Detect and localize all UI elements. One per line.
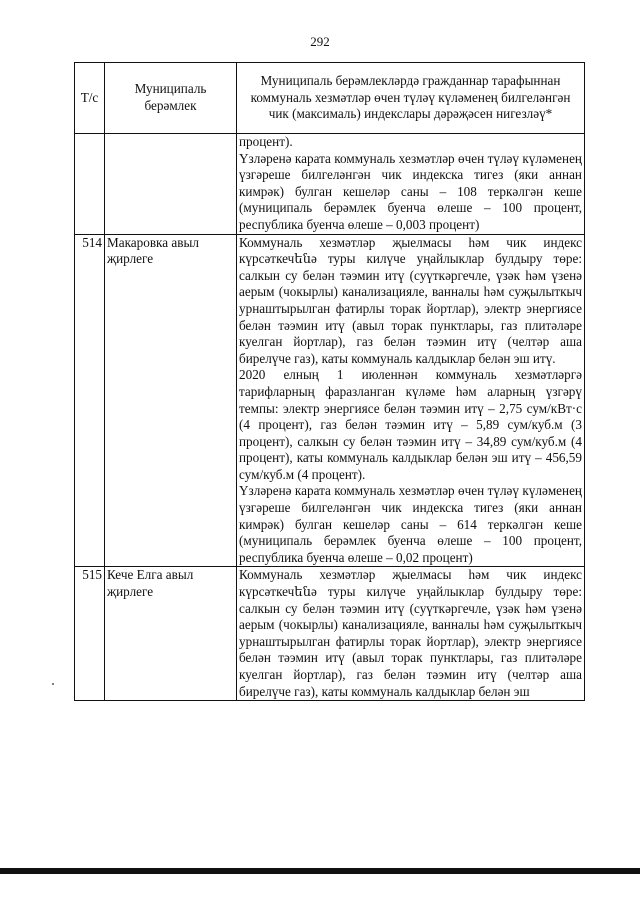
page-number: 292: [310, 34, 330, 49]
tariff-index-table: [74, 62, 585, 701]
row-municipality: Макаровка авыл җирлеге: [105, 234, 237, 567]
table-header-row: [75, 63, 585, 134]
header-description: Муниципаль берәмлекләрдә гражданнар тарафыннан коммуналь хезмәтләр өчен түләү күләменең билгеләнгән чик (максималь) индекслары дәрәҗәсен нигезләү*: [237, 63, 585, 134]
table-row: [75, 234, 585, 567]
row-paragraph: процент).: [239, 134, 293, 149]
header-municipality: Муниципаль берәмлек: [105, 63, 237, 134]
row-paragraph: Үзләренә карата коммуналь хезмәтләр өчен түләү күләменең үзгәреше билгеләнгән чик индекска тигез (яки аннан кимрәк) булган кешеләр саны – 614 теркәлгән кеше (муниципаль берәмлек буенча өлеше – 100 процент, республика буенча өлеше – 0,02 процент): [239, 483, 582, 565]
row-municipality: [105, 134, 237, 235]
row-description: [237, 567, 585, 701]
row-number: 515: [75, 567, 105, 701]
row-number: [75, 134, 105, 235]
row-paragraph: Коммуналь хезмәтләр җыелмасы һәм чик индекс күрсәткечենә туры килүче уңайлыклар булдыру төре: салкын су белән тәэмин итү (суүткәргечле, үзәк һәм үзенә аерым (чокырлы) канализацияле, ванналы һәм суҗылыткыч урнаштырылган фатирлы торак йортлар), электр энергиясе белән тәэмин итү (авыл торак пунктлары, газ плитәләре куелган йортлар), газ белән тәэмин итү (челтәр аша бирелүче газ), каты коммуналь калдыклар белән эш итү.: [239, 234, 582, 366]
row-number: 514: [75, 234, 105, 567]
scan-bottom-edge: [0, 868, 640, 874]
row-municipality: Кече Елга авыл җирлеге: [105, 567, 237, 701]
scan-speck: [52, 683, 54, 685]
table-row: [75, 567, 585, 701]
header-number: Т/с: [75, 63, 105, 134]
row-paragraph: Коммуналь хезмәтләр җыелмасы һәм чик индекс күрсәткечենә туры килүче уңайлыклар булдыру төре: салкын су белән тәэмин итү (суүткәргечле, үзәк һәм үзенә аерым (чокырлы) канализацияле, ванналы һәм суҗылыткыч урнаштырылган фатирлы торак йортлар), электр энергиясе белән тәэмин итү (авыл торак пунктлары, газ плитәләре куелган йортлар), газ белән тәэмин итү (челтәр аша бирелүче газ), каты коммуналь калдыклар белән эш: [239, 567, 582, 699]
row-description: [237, 134, 585, 235]
row-paragraph: 2020 елның 1 июленнән коммуналь хезмәтләргә тарифларның фаразланган күләме һәм аларның үзгәрү темпы: электр энергиясе белән тәэмин итү – 2,75 сум/кВт·с (4 процент), газ белән тәэмин итү – 5,89 сум/куб.м (3 процент), салкын су белән тәэмин итү – 34,89 сум/куб.м (4 процент), каты коммуналь калдыклар белән эш итү – 456,59 сум/куб.м (4 процент).: [239, 367, 582, 482]
row-description: [237, 234, 585, 567]
row-paragraph: Үзләренә карата коммуналь хезмәтләр өчен түләү күләменең үзгәреше билгеләнгән чик индекска тигез (яки аннан кимрәк) булган кешеләр саны – 108 теркәлгән кеше (муниципаль берәмлек буенча өлеше – 100 процент, республика буенча өлеше – 0,003 процент): [239, 150, 582, 232]
table-row: [75, 134, 585, 235]
